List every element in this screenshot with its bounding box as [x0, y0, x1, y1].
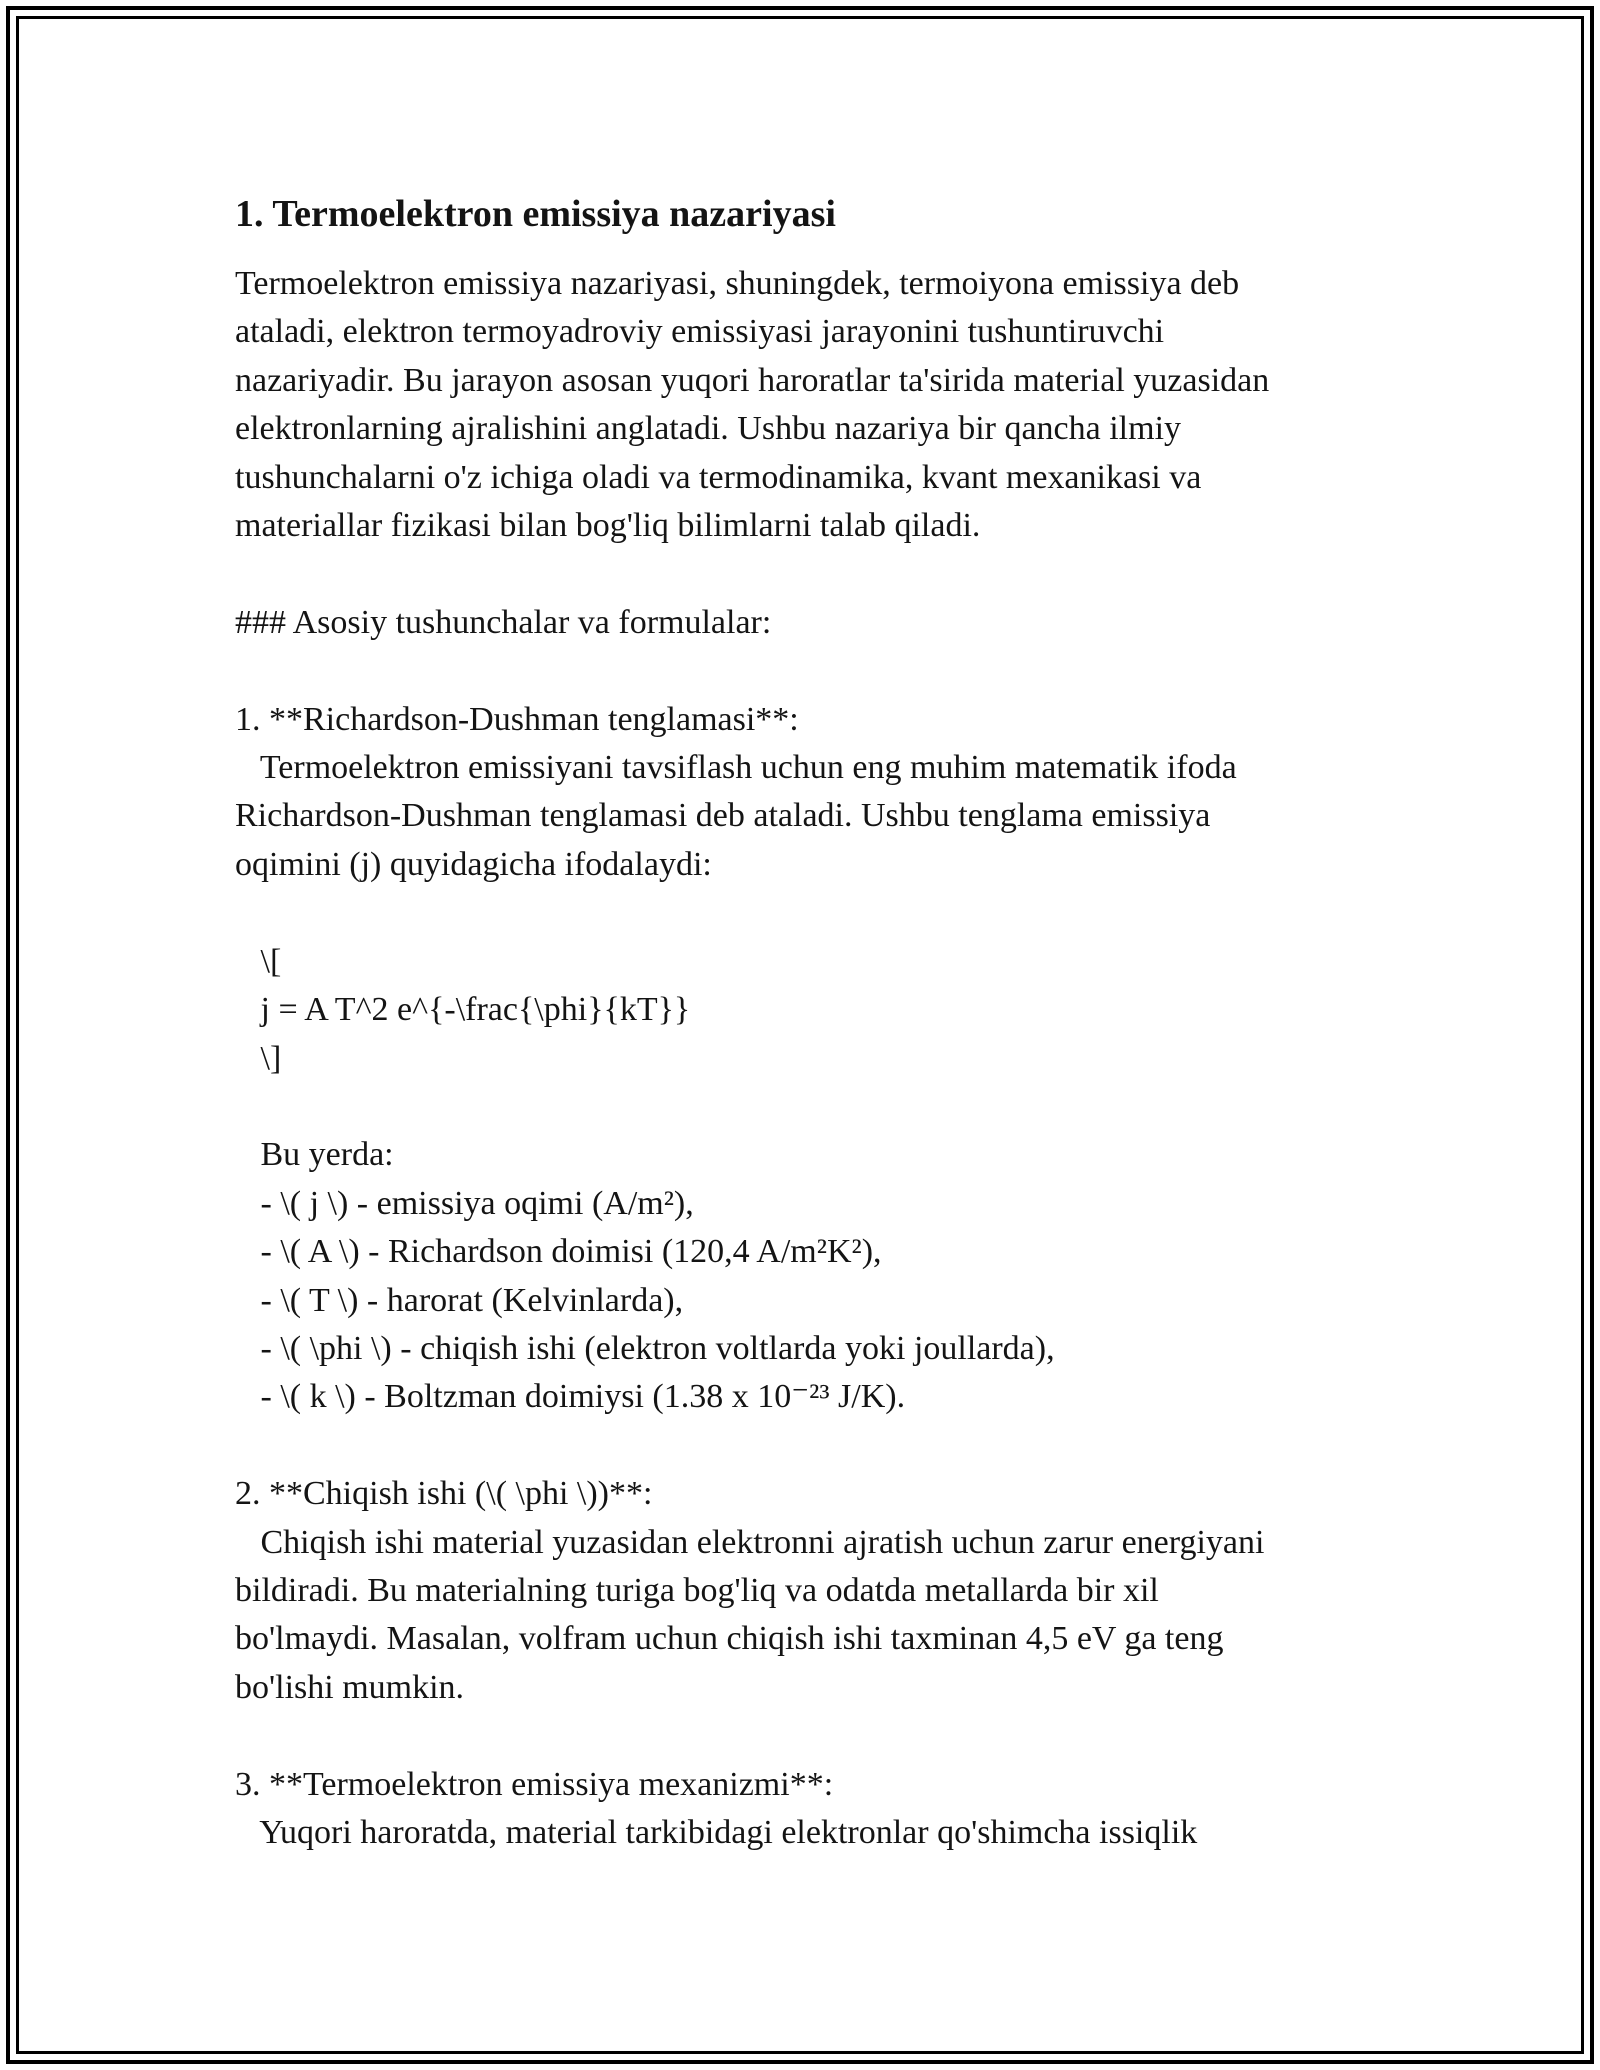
blank-line	[235, 1083, 1375, 1131]
text-line: nazariyadir. Bu jarayon asosan yuqori haroratlar ta'sirida material yuzasidan	[235, 361, 1270, 399]
blank-line	[235, 889, 1375, 937]
definition-line: - \( \phi \) - chiqish ishi (elektron voltlarda yoki joullarda),	[235, 1329, 1055, 1367]
text-line: materiallar fizikasi bilan bog'liq bilimlarni talab qiladi.	[235, 507, 981, 545]
formula-line: \]	[235, 1039, 282, 1077]
text-line: bildiradi. Bu materialning turiga bog'liq va odatda metallarda bir xil	[235, 1571, 1159, 1609]
list-item-heading: 1. **Richardson-Dushman tenglamasi**:	[235, 700, 799, 738]
document-body	[235, 186, 1375, 1857]
document-title: 1. Termoelektron emissiya nazariyasi	[235, 193, 836, 235]
blank-line	[235, 550, 1375, 598]
definition-line: - \( T \) - harorat (Kelvinlarda),	[235, 1281, 684, 1319]
text-line: Yuqori haroratda, material tarkibidagi elektronlar qo'shimcha issiqlik	[235, 1814, 1198, 1851]
document-text	[235, 260, 1375, 1857]
text-line: Termoelektron emissiyani tavsiflash uchun eng muhim matematik ifoda	[235, 749, 1237, 787]
text-line: Chiqish ishi material yuzasidan elektronni ajratish uchun zarur energiyani	[235, 1523, 1265, 1561]
text-line: bo'lmaydi. Masalan, volfram uchun chiqish ishi taxminan 4,5 eV ga teng	[235, 1620, 1224, 1658]
definition-line: - \( A \) - Richardson doimisi (120,4 A/m²K²),	[235, 1233, 882, 1271]
formula-line: j = A T^2 e^{-\frac{\phi}{kT}}	[235, 991, 691, 1029]
definition-line: - \( j \) - emissiya oqimi (A/m²),	[235, 1184, 694, 1222]
list-item-heading: 3. **Termoelektron emissiya mexanizmi**:	[235, 1765, 834, 1803]
text-line: oqimini (j) quyidagicha ifodalaydi:	[235, 845, 712, 883]
formula-line: \[	[235, 942, 282, 980]
text-line: elektronlarning ajralishini anglatadi. Ushbu nazariya bir qancha ilmiy	[235, 410, 1182, 448]
text-line: Richardson-Dushman tenglamasi deb ataladi. Ushbu tenglama emissiya	[235, 797, 1211, 835]
blank-line	[235, 647, 1375, 695]
list-item-heading: 2. **Chiqish ishi (\( \phi \))**:	[235, 1475, 653, 1513]
text-line: tushunchalarni o'z ichiga oladi va termodinamika, kvant mexanikasi va	[235, 458, 1202, 496]
text-line: Termoelektron emissiya nazariyasi, shuningdek, termoiyona emissiya deb	[235, 265, 1240, 302]
text-line: ataladi, elektron termoyadroviy emissiyasi jarayonini tushuntiruvchi	[235, 313, 1165, 351]
section-heading-line: ### Asosiy tushunchalar va formulalar:	[235, 603, 772, 641]
text-line: Bu yerda:	[235, 1136, 394, 1174]
definition-line: - \( k \) - Boltzman doimiysi (1.38 x 10⁻²³ J/K).	[235, 1378, 906, 1416]
blank-line	[235, 1422, 1375, 1470]
blank-line	[235, 1712, 1375, 1760]
text-line: bo'lishi mumkin.	[235, 1668, 465, 1706]
